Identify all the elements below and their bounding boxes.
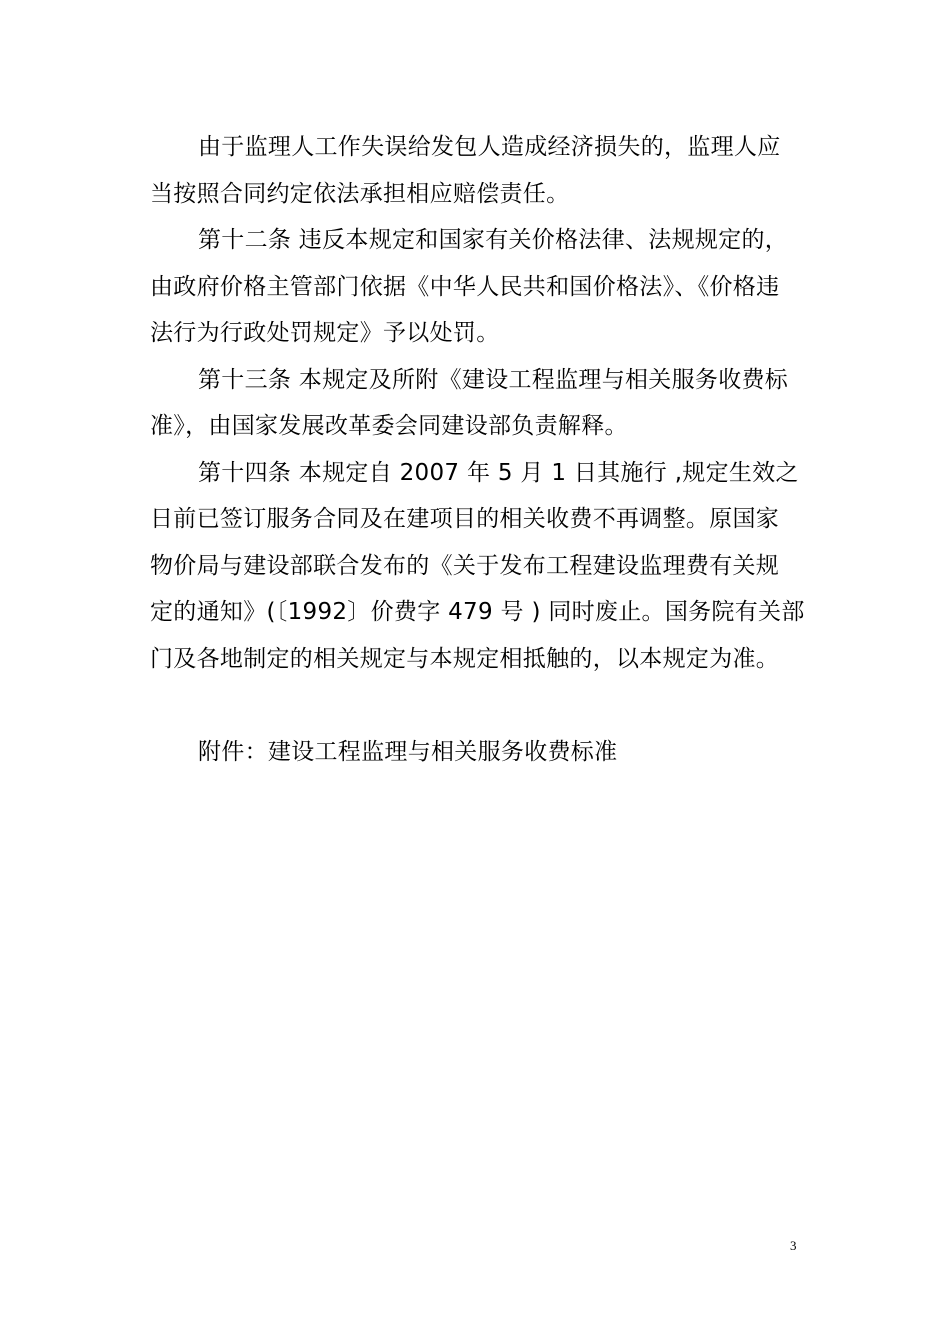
- attachment-line: 附件：建设工程监理与相关服务收费标准: [198, 739, 618, 765]
- paragraph-line: 门及各地制定的相关规定与本规定相抵触的，以本规定为准。: [150, 646, 780, 672]
- paragraph-line: 法行为行政处罚规定》予以处罚。: [150, 320, 500, 346]
- page-number: 3: [790, 1238, 797, 1253]
- article-13-line: 第十三条 本规定及所附《建设工程监理与相关服务收费标: [198, 367, 789, 393]
- article-12-line: 第十二条 违反本规定和国家有关价格法律、法规规定的，: [198, 227, 789, 253]
- paragraph-line: 当按照合同约定依法承担相应赔偿责任。: [150, 181, 570, 207]
- paragraph-line: 物价局与建设部联合发布的《关于发布工程建设监理费有关规: [150, 553, 780, 579]
- paragraph-line: 由于监理人工作失误给发包人造成经济损失的，监理人应: [198, 134, 781, 160]
- paragraph-line: 准》，由国家发展改革委会同建设部负责解释。: [150, 413, 628, 439]
- paragraph-line: 由政府价格主管部门依据《中华人民共和国价格法》、《价格违: [150, 274, 780, 300]
- paragraph-line: 定的通知》(〔1992〕价费字 479 号 ) 同时废止。国务院有关部: [150, 599, 805, 625]
- paragraph-line: 日前已签订服务合同及在建项目的相关收费不再调整。原国家: [150, 506, 780, 532]
- article-14-line: 第十四条 本规定自 2007 年 5 月 1 日其施行 ,规定生效之: [198, 460, 799, 486]
